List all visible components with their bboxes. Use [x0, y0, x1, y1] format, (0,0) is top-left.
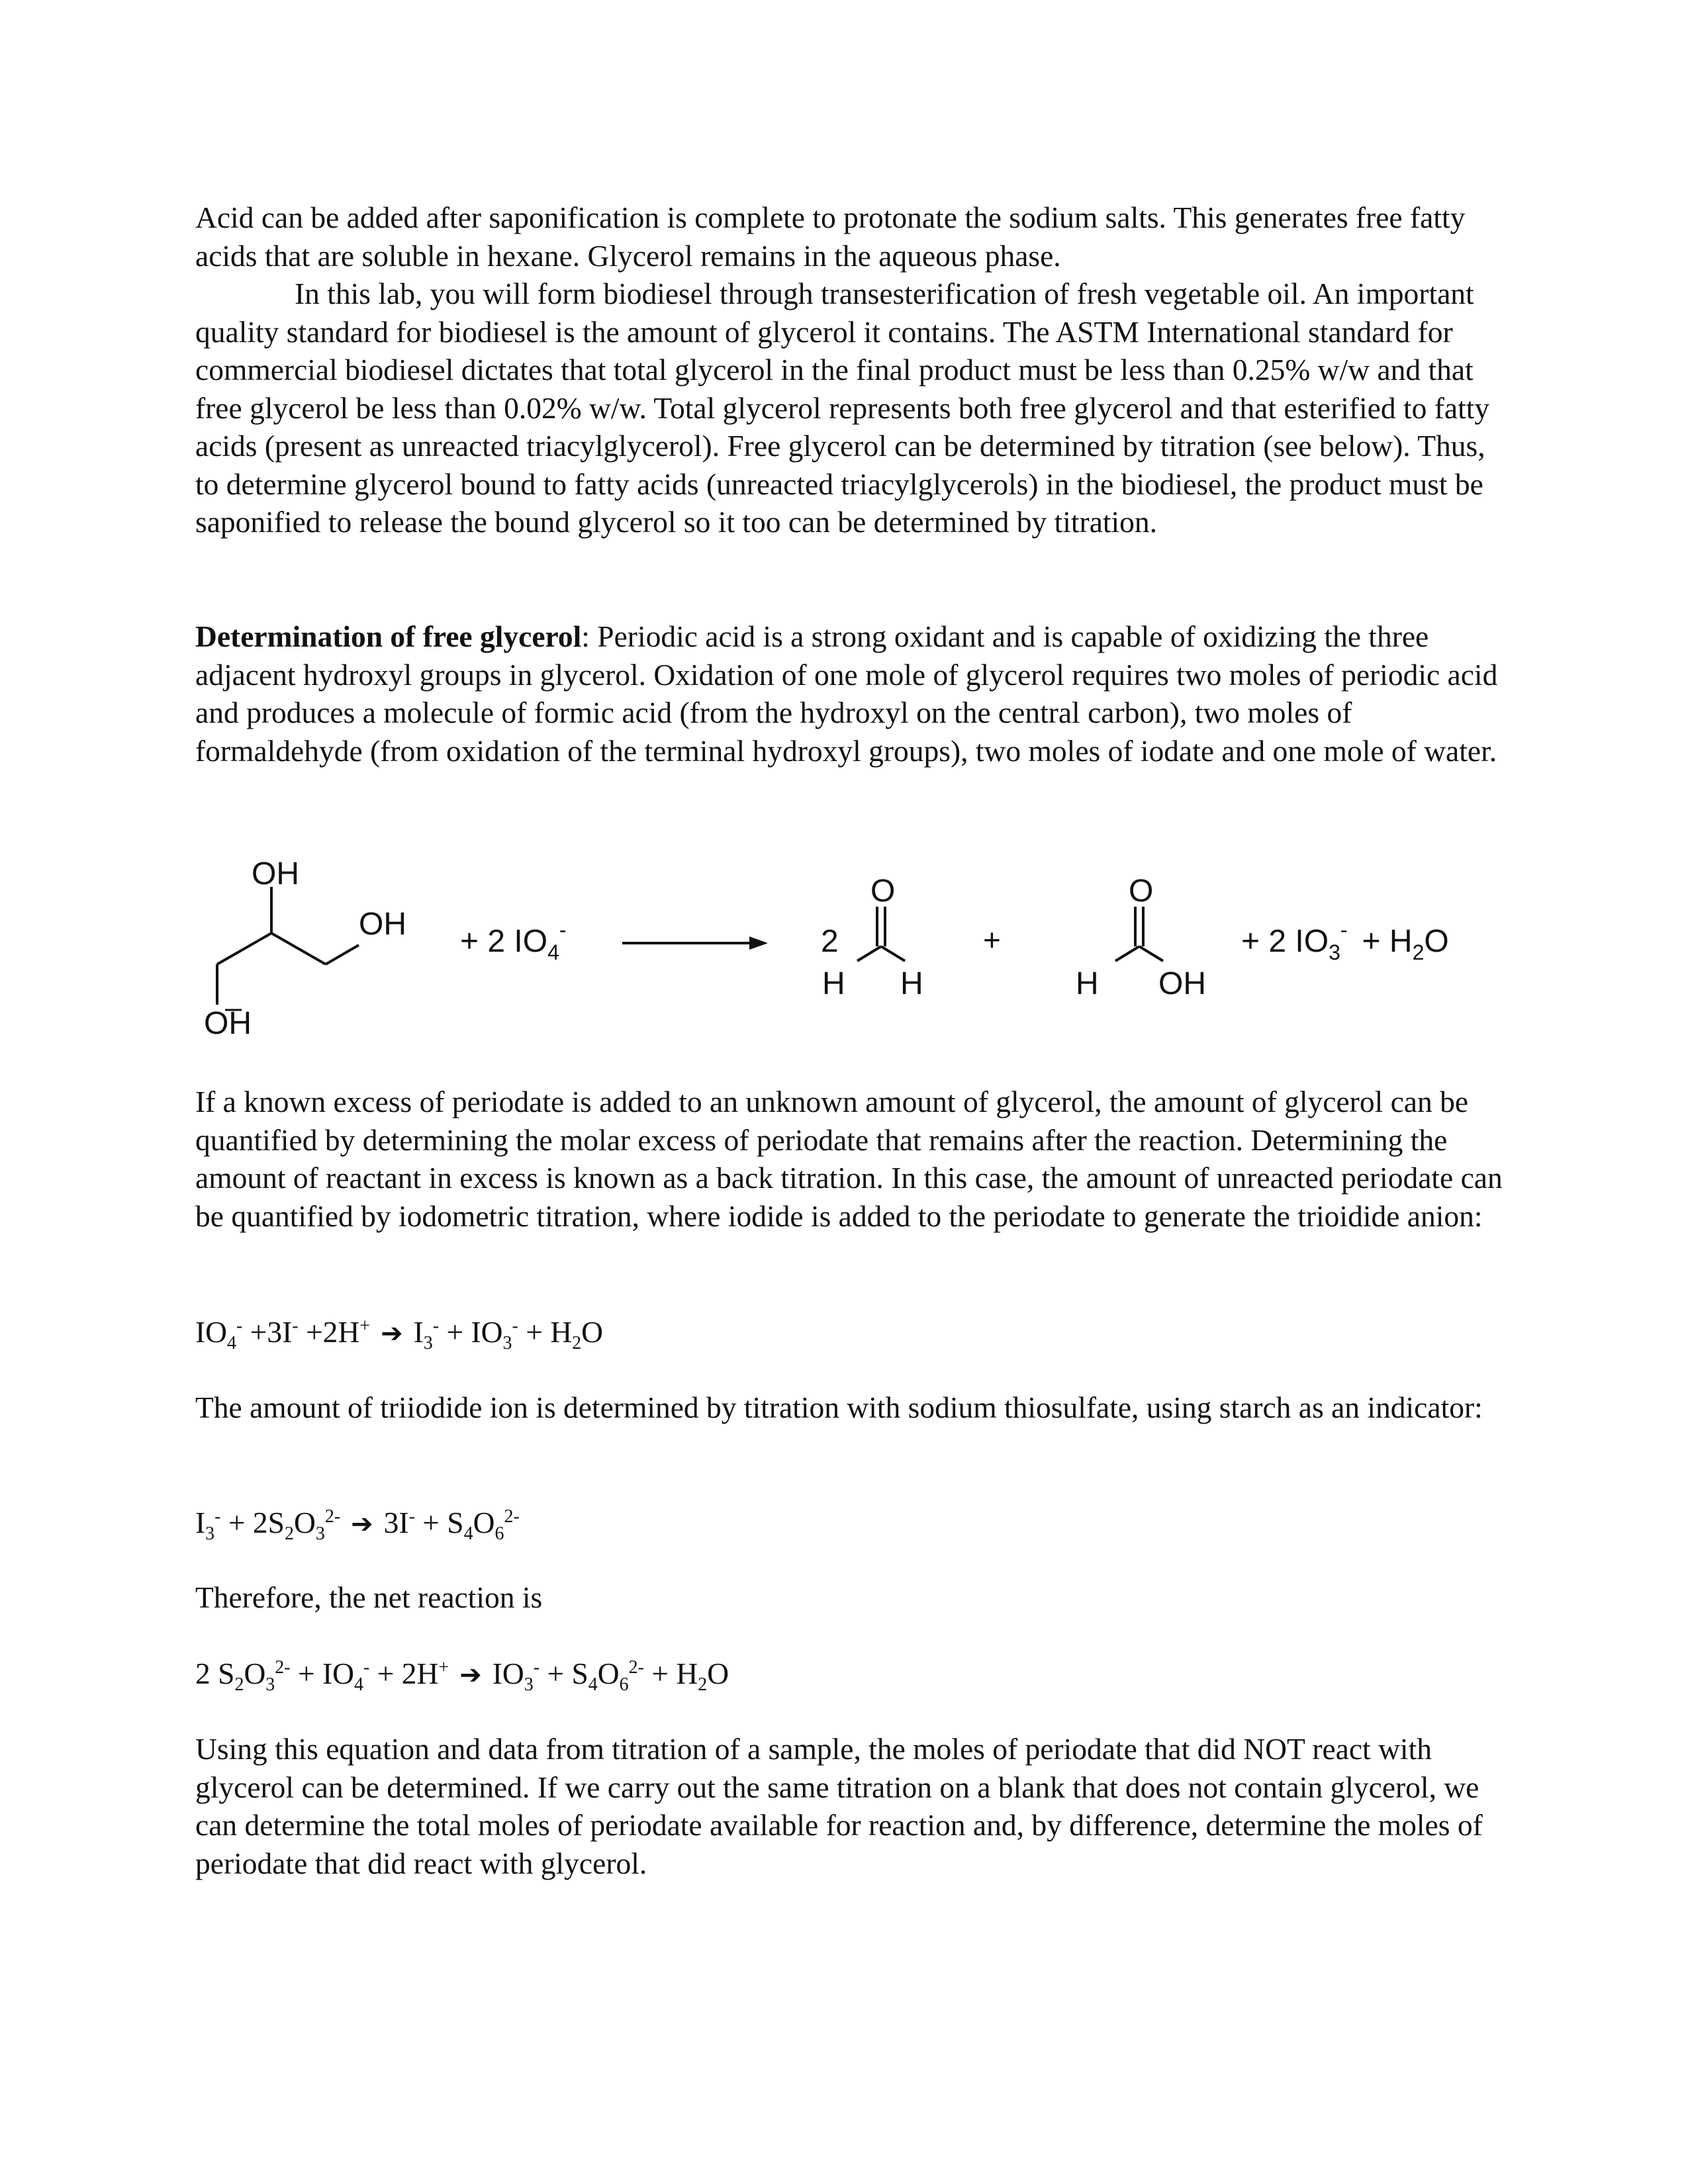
paragraph-saponification: Acid can be added after saponification is complete to protonate the sodium salts. This generates free fatty acids that are soluble in hexane. Glycerol remains in the aqueous phase.	[195, 201, 1466, 273]
paragraph-back-titration: If a known excess of periodate is added to an unknown amount of glycerol, the amount of glycerol can be quantified by determining the molar excess of periodate that remains after the reaction. Determining the amount of reactant in excess is known as a back titration. In this case, the amount of unreacted periodate can be quantified by iodometric titration, where iodide is added to the periodate to generate the trioidide anion:	[195, 1085, 1503, 1233]
equation2-arrow: ➔	[351, 1509, 373, 1539]
paragraph-biodiesel-standard: In this lab, you will form biodiesel through transesterification of fresh vegetable oil. An important quality standard for biodiesel is the amount of glycerol it contains. The ASTM International standard for commercial biodiesel dictates that total glycerol in the final product must be less than 0.25% w/w and that free glycerol be less than 0.02% w/w. Total glycerol represents both free glycerol and that esterified to fatty acids (present as unreacted triacylglycerol). Free glycerol can be determined by titration (see below). Thus, to determine glycerol bound to fatty acids (unreacted triacylglycerols) in the biodiesel, the product must be saponified to release the bound glycerol so it too can be determined by titration.	[195, 277, 1490, 539]
formaldehyde-h-right: H	[900, 966, 923, 1001]
paragraph-thiosulfate: The amount of triiodide ion is determined by titration with sodium thiosulfate, using starch as an indicator:	[195, 1390, 1483, 1424]
formaldehyde-h-left: H	[822, 966, 845, 1001]
equation-thiosulfate-titration: $I_3^- + 2S_2O_3^{2-}$ ➔ $3I^- + S_4O_6^{2-}$	[195, 1506, 520, 1545]
products-iodate-water: + 2 $IO_3^- + H_2O$	[1241, 918, 1449, 964]
formaldehyde-oxygen: O	[870, 874, 896, 909]
formic-acid-oh: OH	[1158, 966, 1206, 1001]
equation1-arrow: ➔	[381, 1318, 403, 1349]
formic-acid-h: H	[1076, 966, 1099, 1001]
glycerol-oxidation-scheme	[185, 841, 1496, 1052]
paragraph-blank-titration: Using this equation and data from titration of a sample, the moles of periodate that did NOT react with glycerol can be determined. If we carry out the same titration on a blank that does not contain glycerol, we can determine the total moles of periodate available for reaction and, by difference, determine the moles of periodate that did react with glycerol.	[195, 1732, 1483, 1880]
equation-triiodide-formation: $IO_4^- +3I^- +2H^+$ ➔ $I_3^- + IO_3^- + H_2O$	[195, 1315, 603, 1354]
conclusion-section	[195, 1730, 1503, 1882]
equation3-arrow: ➔	[459, 1660, 482, 1690]
free-glycerol-body: : Periodic acid is a strong oxidant and is capable of oxidizing the three adjacent hydroxyl groups in glycerol. Oxidation of one mole of glycerol requires two moles of periodic acid and produces a molecule of formic acid (from the hydroxyl on the central carbon), two moles of formaldehyde (from oxidation of the terminal hydroxyl groups), two moles of iodate and one mole of water.	[195, 619, 1498, 768]
glycerol-oh-right: OH	[359, 907, 406, 942]
thiosulfate-section	[195, 1388, 1503, 1427]
net-reaction-intro	[195, 1578, 1503, 1617]
reaction-arrow	[622, 936, 768, 950]
formaldehyde-structure	[857, 907, 905, 961]
formic-acid-structure	[1115, 907, 1163, 961]
glycerol-oh-bottom: OH	[204, 1006, 252, 1041]
paragraph-net-reaction: Therefore, the net reaction is	[195, 1580, 543, 1614]
equation-net-reaction: 2 $S_2O_3^{2-} + IO_4^- + 2H^+$ ➔ $IO_3^- + S_4O_6^{2-} + H_2O$	[195, 1657, 729, 1696]
glycerol-oh-top: OH	[252, 856, 299, 891]
section-heading-free-glycerol: Determination of free glycerol	[195, 619, 582, 653]
back-titration-section	[195, 1083, 1503, 1235]
paragraph-free-glycerol	[195, 617, 1503, 770]
reagent-periodate: + 2 $IO_4^-$	[460, 918, 567, 964]
formaldehyde-coefficient: 2	[821, 924, 839, 959]
plus-sign: +	[983, 923, 1001, 957]
free-glycerol-section	[195, 617, 1503, 770]
glycerol-structure	[217, 887, 359, 1005]
formic-acid-oxygen: O	[1129, 874, 1154, 909]
intro-paragraphs	[195, 199, 1503, 541]
